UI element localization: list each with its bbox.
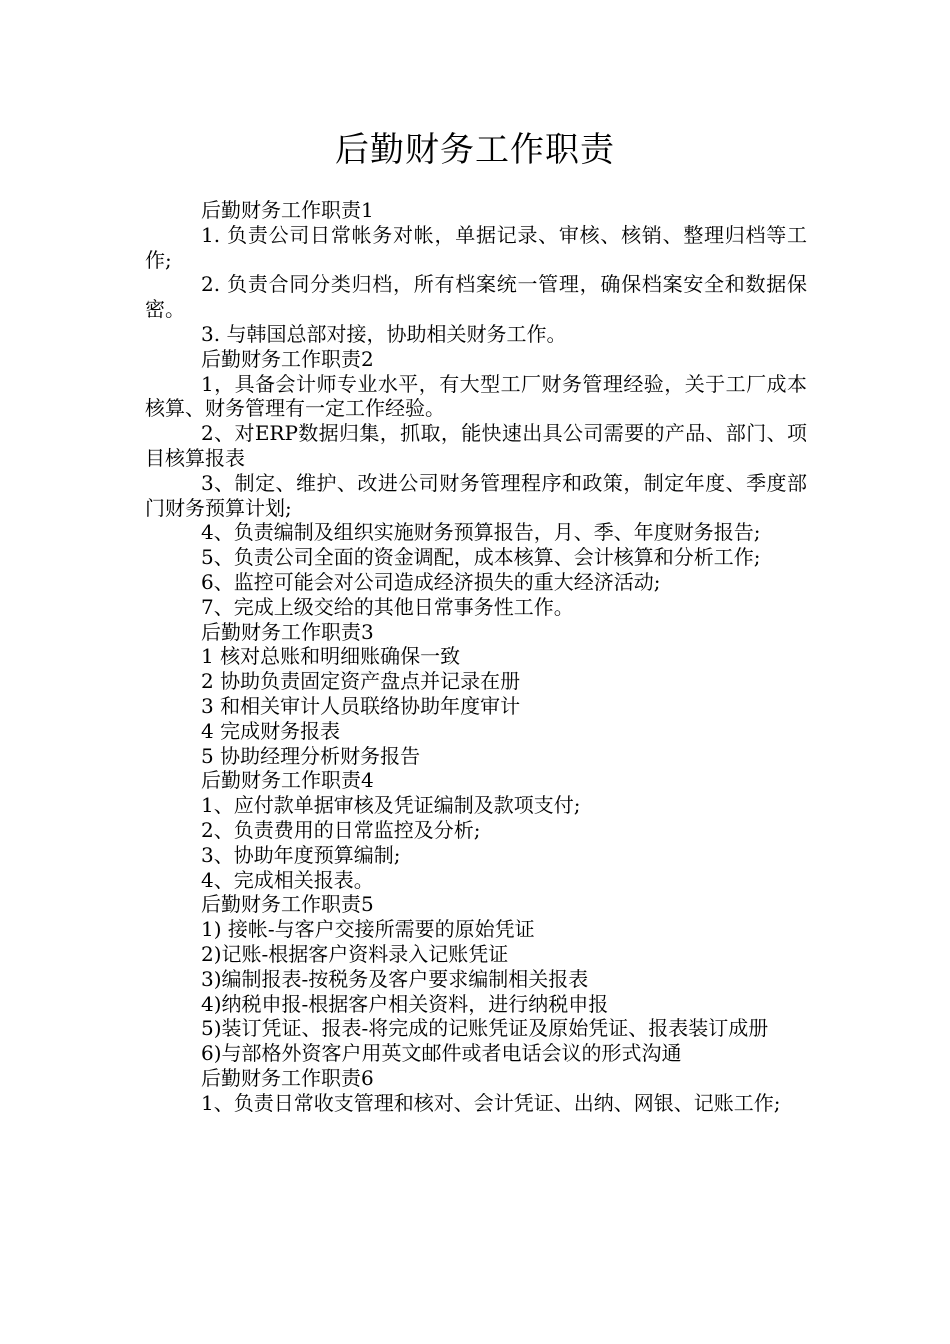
document-body — [145, 198, 807, 1115]
duty-item: 2、对ERP数据归集，抓取，能快速出具公司需要的产品、部门、项目核算报表 — [145, 421, 807, 470]
duty-item: 6、监控可能会对公司造成经济损失的重大经济活动; — [201, 569, 661, 594]
duty-item: 7、完成上级交给的其他日常事务性工作。 — [201, 594, 574, 619]
duty-item: 3. 与韩国总部对接，协助相关财务工作。 — [201, 321, 567, 346]
section-heading: 后勤财务工作职责6 — [201, 1065, 374, 1090]
duty-item: 1、负责日常收支管理和核对、会计凭证、出纳、网银、记账工作; — [201, 1090, 781, 1115]
duty-item: 5)装订凭证、报表-将完成的记账凭证及原始凭证、报表装订成册 — [201, 1016, 769, 1041]
duty-item: 3)编制报表-按税务及客户要求编制相关报表 — [201, 966, 589, 991]
duty-item: 2)记账-根据客户资料录入记账凭证 — [201, 941, 509, 966]
duty-item: 3、协助年度预算编制; — [201, 842, 401, 867]
duty-item: 1. 负责公司日常帐务对帐，单据记录、审核、核销、整理归档等工作; — [145, 222, 807, 272]
duty-item: 1，具备会计师专业水平，有大型工厂财务管理经验，关于工厂成本核算、财务管理有一定工作经验。 — [145, 371, 807, 421]
duty-item: 2、负责费用的日常监控及分析; — [201, 817, 481, 842]
duty-item: 4、完成相关报表。 — [201, 867, 374, 892]
duty-item: 5、负责公司全面的资金调配，成本核算、会计核算和分析工作; — [201, 545, 761, 570]
section-heading: 后勤财务工作职责5 — [201, 892, 374, 917]
duty-item: 4)纳税申报-根据客户相关资料，进行纳税申报 — [201, 991, 609, 1016]
document-title: 后勤财务工作职责 — [335, 130, 615, 170]
duty-item: 5 协助经理分析财务报告 — [201, 743, 421, 768]
section-heading: 后勤财务工作职责4 — [201, 768, 374, 793]
section-heading: 后勤财务工作职责3 — [201, 619, 374, 644]
section-heading: 后勤财务工作职责1 — [201, 198, 374, 222]
duty-item: 1) 接帐-与客户交接所需要的原始凭证 — [201, 917, 535, 942]
duty-item: 4、负责编制及组织实施财务预算报告，月、季、年度财务报告; — [201, 520, 761, 545]
section-heading: 后勤财务工作职责2 — [201, 346, 374, 371]
duty-item: 6)与部格外资客户用英文邮件或者电话会议的形式沟通 — [201, 1041, 682, 1066]
duty-item: 2. 负责合同分类归档，所有档案统一管理，确保档案安全和数据保密。 — [145, 272, 807, 322]
duty-item: 2 协助负责固定资产盘点并记录在册 — [201, 669, 521, 694]
duty-item: 4 完成财务报表 — [201, 718, 341, 743]
duty-item: 3 和相关审计人员联络协助年度审计 — [201, 693, 521, 718]
duty-item: 1、应付款单据审核及凭证编制及款项支付; — [201, 793, 581, 818]
duty-item: 3、制定、维护、改进公司财务管理程序和政策，制定年度、季度部门财务预算计划; — [145, 470, 807, 520]
duty-item: 1 核对总账和明细账确保一致 — [201, 644, 461, 669]
